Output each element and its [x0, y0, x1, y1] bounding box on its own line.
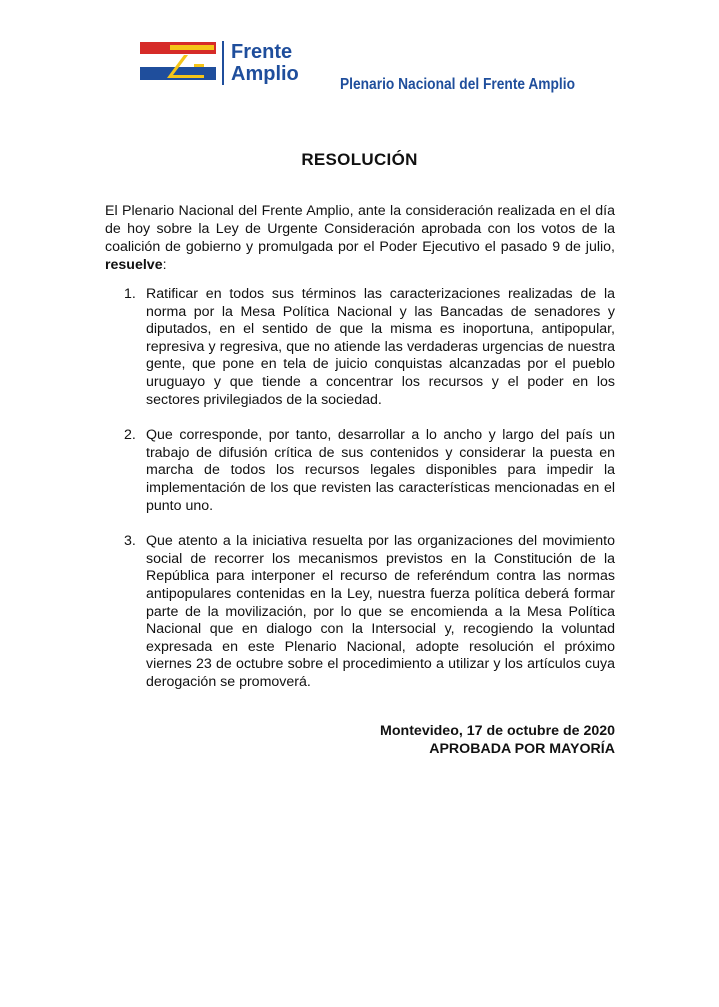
intro-colon: :	[162, 257, 167, 273]
logo-text-line1: Frente	[231, 41, 293, 63]
item-text: Que atento a la iniciativa resuelta por las organizaciones del movimiento social de recorrer los mecanismos previstos en la Constitución de la República para interponer el recurso de referéndum contra las normas antipopulares contenidas en la Ley, nuestra fuerza política deberá formar parte de la movilización, por lo que se encomienda a la Mesa Política Nacional que en dialogo con la Intersocial y, recogiendo la voluntad expresada en este Plenario Nacional, adopte resolución el próximo viernes 23 de octubre sobre el procedimiento a utilizar y los artículos cuya derogación se promoverá.	[146, 533, 615, 690]
document-title: RESOLUCIÓN	[301, 150, 418, 169]
item-number: 1.	[124, 286, 136, 302]
intro-resuelve: resuelve	[105, 257, 163, 273]
resolution-item	[105, 286, 615, 409]
item-number: 3.	[124, 533, 136, 550]
intro-text: El Plenario Nacional del Frente Amplio, ante la consideración realizada en el día de hoy sobre la Ley de Urgente Consideración aprobada con los votos de la coalición de gobierno y promulgada por el Poder Ejecutivo el pasado 9 de julio,	[105, 203, 615, 255]
logo-text-line2: Amplio	[231, 63, 299, 85]
resolution-item	[105, 533, 615, 691]
signoff	[300, 722, 615, 758]
item-text: Que corresponde, por tanto, desarrollar a lo ancho y largo del país un trabajo de difusión crítica de sus contenidos y considerar la puesta en marcha de todos los recursos legales disponibles para impedir la implementación de los que revisten las características mencionadas en el punto uno.	[146, 427, 615, 514]
plenario-label: Plenario Nacional del Frente Amplio	[340, 76, 575, 93]
logo-divider	[222, 41, 224, 85]
letterhead	[0, 0, 719, 110]
intro-paragraph	[105, 202, 615, 274]
item-number: 2.	[124, 427, 136, 444]
place-date: Montevideo, 17 de octubre de 2020	[380, 723, 615, 739]
approval-status: APROBADA POR MAYORÍA	[429, 741, 615, 757]
frente-amplio-flag-logo	[140, 42, 216, 80]
resolution-item	[105, 427, 615, 515]
resolution-list	[105, 286, 615, 709]
item-text: Ratificar en todos sus términos las caracterizaciones realizadas de la norma por la Mesa Política Nacional y las Bancadas de senadores y diputados, en el sentido de que la misma es inoportuna, antipopular, represiva y regresiva, que no atiende las verdaderas urgencias de nuestra gente, que pone en tela de juicio conquistas alcanzadas por el pueblo uruguayo y que tiende a concentrar los recursos y el poder en los sectores privilegiados de la sociedad.	[146, 286, 615, 408]
